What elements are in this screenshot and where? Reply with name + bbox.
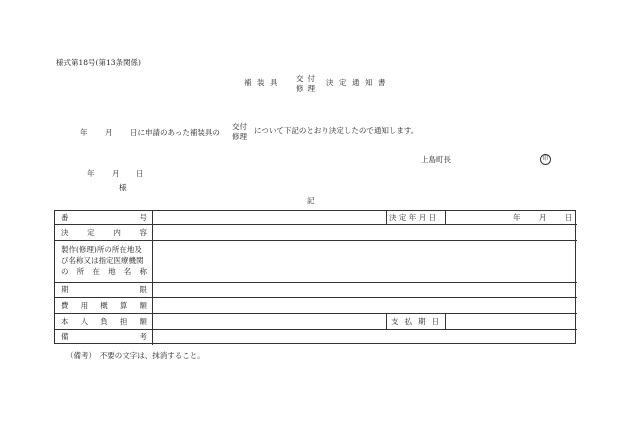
label-personal-burden: 本 人 負 担 額 — [61, 317, 147, 326]
label-decision-content: 決 定 内 容 — [61, 228, 147, 237]
addressee-suffix: 様 — [119, 183, 127, 192]
label-maker-line2: び名称又は指定医療機関 — [61, 256, 144, 265]
title-option-shuri: 修理 — [296, 84, 319, 93]
document-title-part1: 補装具 — [244, 78, 283, 87]
date-day: 日 — [136, 169, 144, 178]
form-number: 様式第18号(第13条関係) — [56, 58, 141, 67]
label-notes: 備 考 — [61, 332, 147, 341]
label-decision-date: 決定年月日 — [389, 213, 439, 222]
remarks-note: （備考） 不要の文字は、抹消すること。 — [66, 351, 205, 360]
decision-table — [54, 210, 576, 344]
document-title-stack — [296, 74, 319, 94]
document-title-part2: 決定通知書 — [326, 78, 391, 87]
body-month: 月 — [105, 128, 113, 137]
title-option-kofu: 交付 — [296, 74, 319, 83]
seal-mark: 印 — [540, 154, 551, 165]
label-deadline: 期 限 — [61, 285, 147, 294]
decision-date-day: 日 — [565, 213, 573, 222]
label-number: 番 号 — [61, 213, 147, 222]
label-maker-line3: の 所 在 地 名 称 — [61, 267, 147, 276]
body-tail: について下記のとおり決定したので通知します。 — [254, 126, 419, 135]
date-month: 月 — [112, 169, 120, 178]
decision-date-year: 年 — [513, 213, 521, 222]
label-payment-date: 支 払 期 日 — [391, 317, 439, 326]
body-year: 年 — [80, 128, 88, 137]
body-option-kofu: 交付 — [232, 122, 247, 131]
body-stack — [232, 122, 247, 142]
label-maker-line1: 製作(修理)所の所在地及 — [61, 245, 142, 254]
ki-heading: 記 — [307, 196, 315, 205]
issuer-name: 上島町長 — [421, 155, 451, 164]
body-option-shuri: 修理 — [232, 132, 247, 141]
label-estimated-cost: 費 用 概 算 額 — [61, 301, 147, 310]
body-day-lead: 日に申請のあった補装具の — [130, 128, 220, 137]
date-year: 年 — [87, 169, 95, 178]
decision-date-month: 月 — [539, 213, 547, 222]
